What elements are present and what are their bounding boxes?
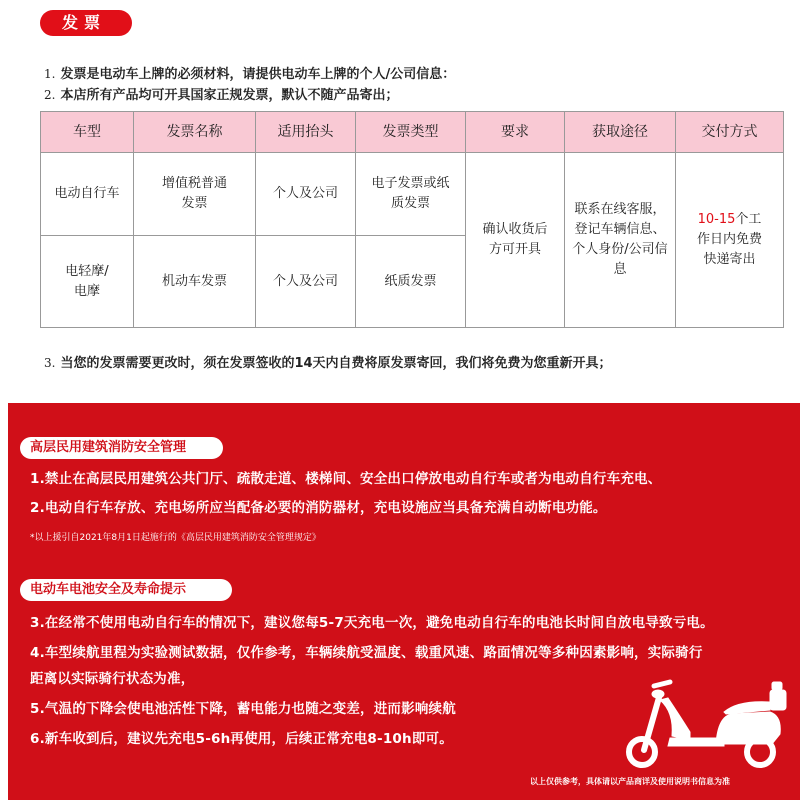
header-cell: 要求 [466,112,565,153]
invoice-note-3 [44,352,612,371]
fire-source-note: *以上援引自2021年8月1日起施行的《高层民用建筑消防安全管理规定》 [30,533,321,543]
cell-title: 个人及公司 [256,236,356,328]
scooter-illustration [620,672,790,772]
note-number: 3. [44,356,56,370]
header-cell: 发票名称 [134,112,256,153]
cell-invoice-name: 增值税普通发票 [134,153,256,236]
footnote: 以上仅供参考，具体请以产品商详及使用说明书信息为准 [530,777,730,786]
header-cell: 适用抬头 [256,112,356,153]
cell-title: 个人及公司 [256,153,356,236]
battery-item-4-cont: 距离以实际骑行状态为准， [30,671,195,687]
fire-item-1: 1.禁止在高层民用建筑公共门厅、疏散走道、楼梯间、安全出口停放电动自行车或者为电动自行车充电、 [30,471,662,487]
cell-invoice-type: 纸质发票 [356,236,466,328]
cell-channel: 联系在线客服，登记车辆信息、个人身份/公司信息 [565,153,676,328]
cell-delivery [676,153,784,328]
note-number: 2. [44,88,56,102]
header-cell: 车型 [41,112,134,153]
invoice-note-2 [44,84,398,103]
invoice-tag: 发票 [40,10,132,36]
battery-item-6: 6.新车收到后，建议先充电5-6h再使用，后续正常充电8-10h即可。 [30,731,453,747]
battery-item-3: 3.在经常不使用电动自行车的情况下，建议您每5-7天充电一次，避免电动自行车的电池长时间自放电导致亏电。 [30,615,714,631]
invoice-table [40,111,784,328]
battery-item-4: 4.车型续航里程为实验测试数据，仅作参考，车辆续航受温度、载重风速、路面情况等多种因素影响，实际骑行 [30,645,703,661]
cell-model: 电轻摩/电摩 [41,236,134,328]
header-cell: 发票类型 [356,112,466,153]
fire-item-2: 2.电动自行车存放、充电场所应当配备必要的消防器材，充电设施应当具备充满自动断电功能。 [30,500,607,516]
delivery-text: 个工作日内免费快递寄出 [696,212,762,267]
note-number: 1. [44,67,56,81]
battery-item-5: 5.气温的下降会使电池活性下降，蓄电能力也随之变差，进而影响续航 [30,701,456,717]
battery-safety-title: 电动车电池安全及寿命提示 [20,579,232,601]
note-text: 发票是电动车上牌的必须材料，请提供电动车上牌的个人/公司信息： [60,67,456,82]
note-text: 当您的发票需要更改时，须在发票签收的14天内自费将原发票寄回，我们将免费为您重新开具； [60,356,612,371]
note-text: 本店所有产品均可开具国家正规发票，默认不随产品寄出； [60,88,399,103]
table-header-row [41,112,784,153]
cell-model: 电动自行车 [41,153,134,236]
cell-requirement: 确认收货后方可开具 [466,153,565,328]
cell-invoice-type: 电子发票或纸质发票 [356,153,466,236]
invoice-note-1 [44,63,455,82]
header-cell: 获取途径 [565,112,676,153]
delivery-days: 10-15 [697,212,736,227]
scooter-icon [629,682,786,765]
fire-safety-title: 高层民用建筑消防安全管理 [20,437,223,459]
table-row [41,153,784,236]
cell-invoice-name: 机动车发票 [134,236,256,328]
header-cell: 交付方式 [676,112,784,153]
